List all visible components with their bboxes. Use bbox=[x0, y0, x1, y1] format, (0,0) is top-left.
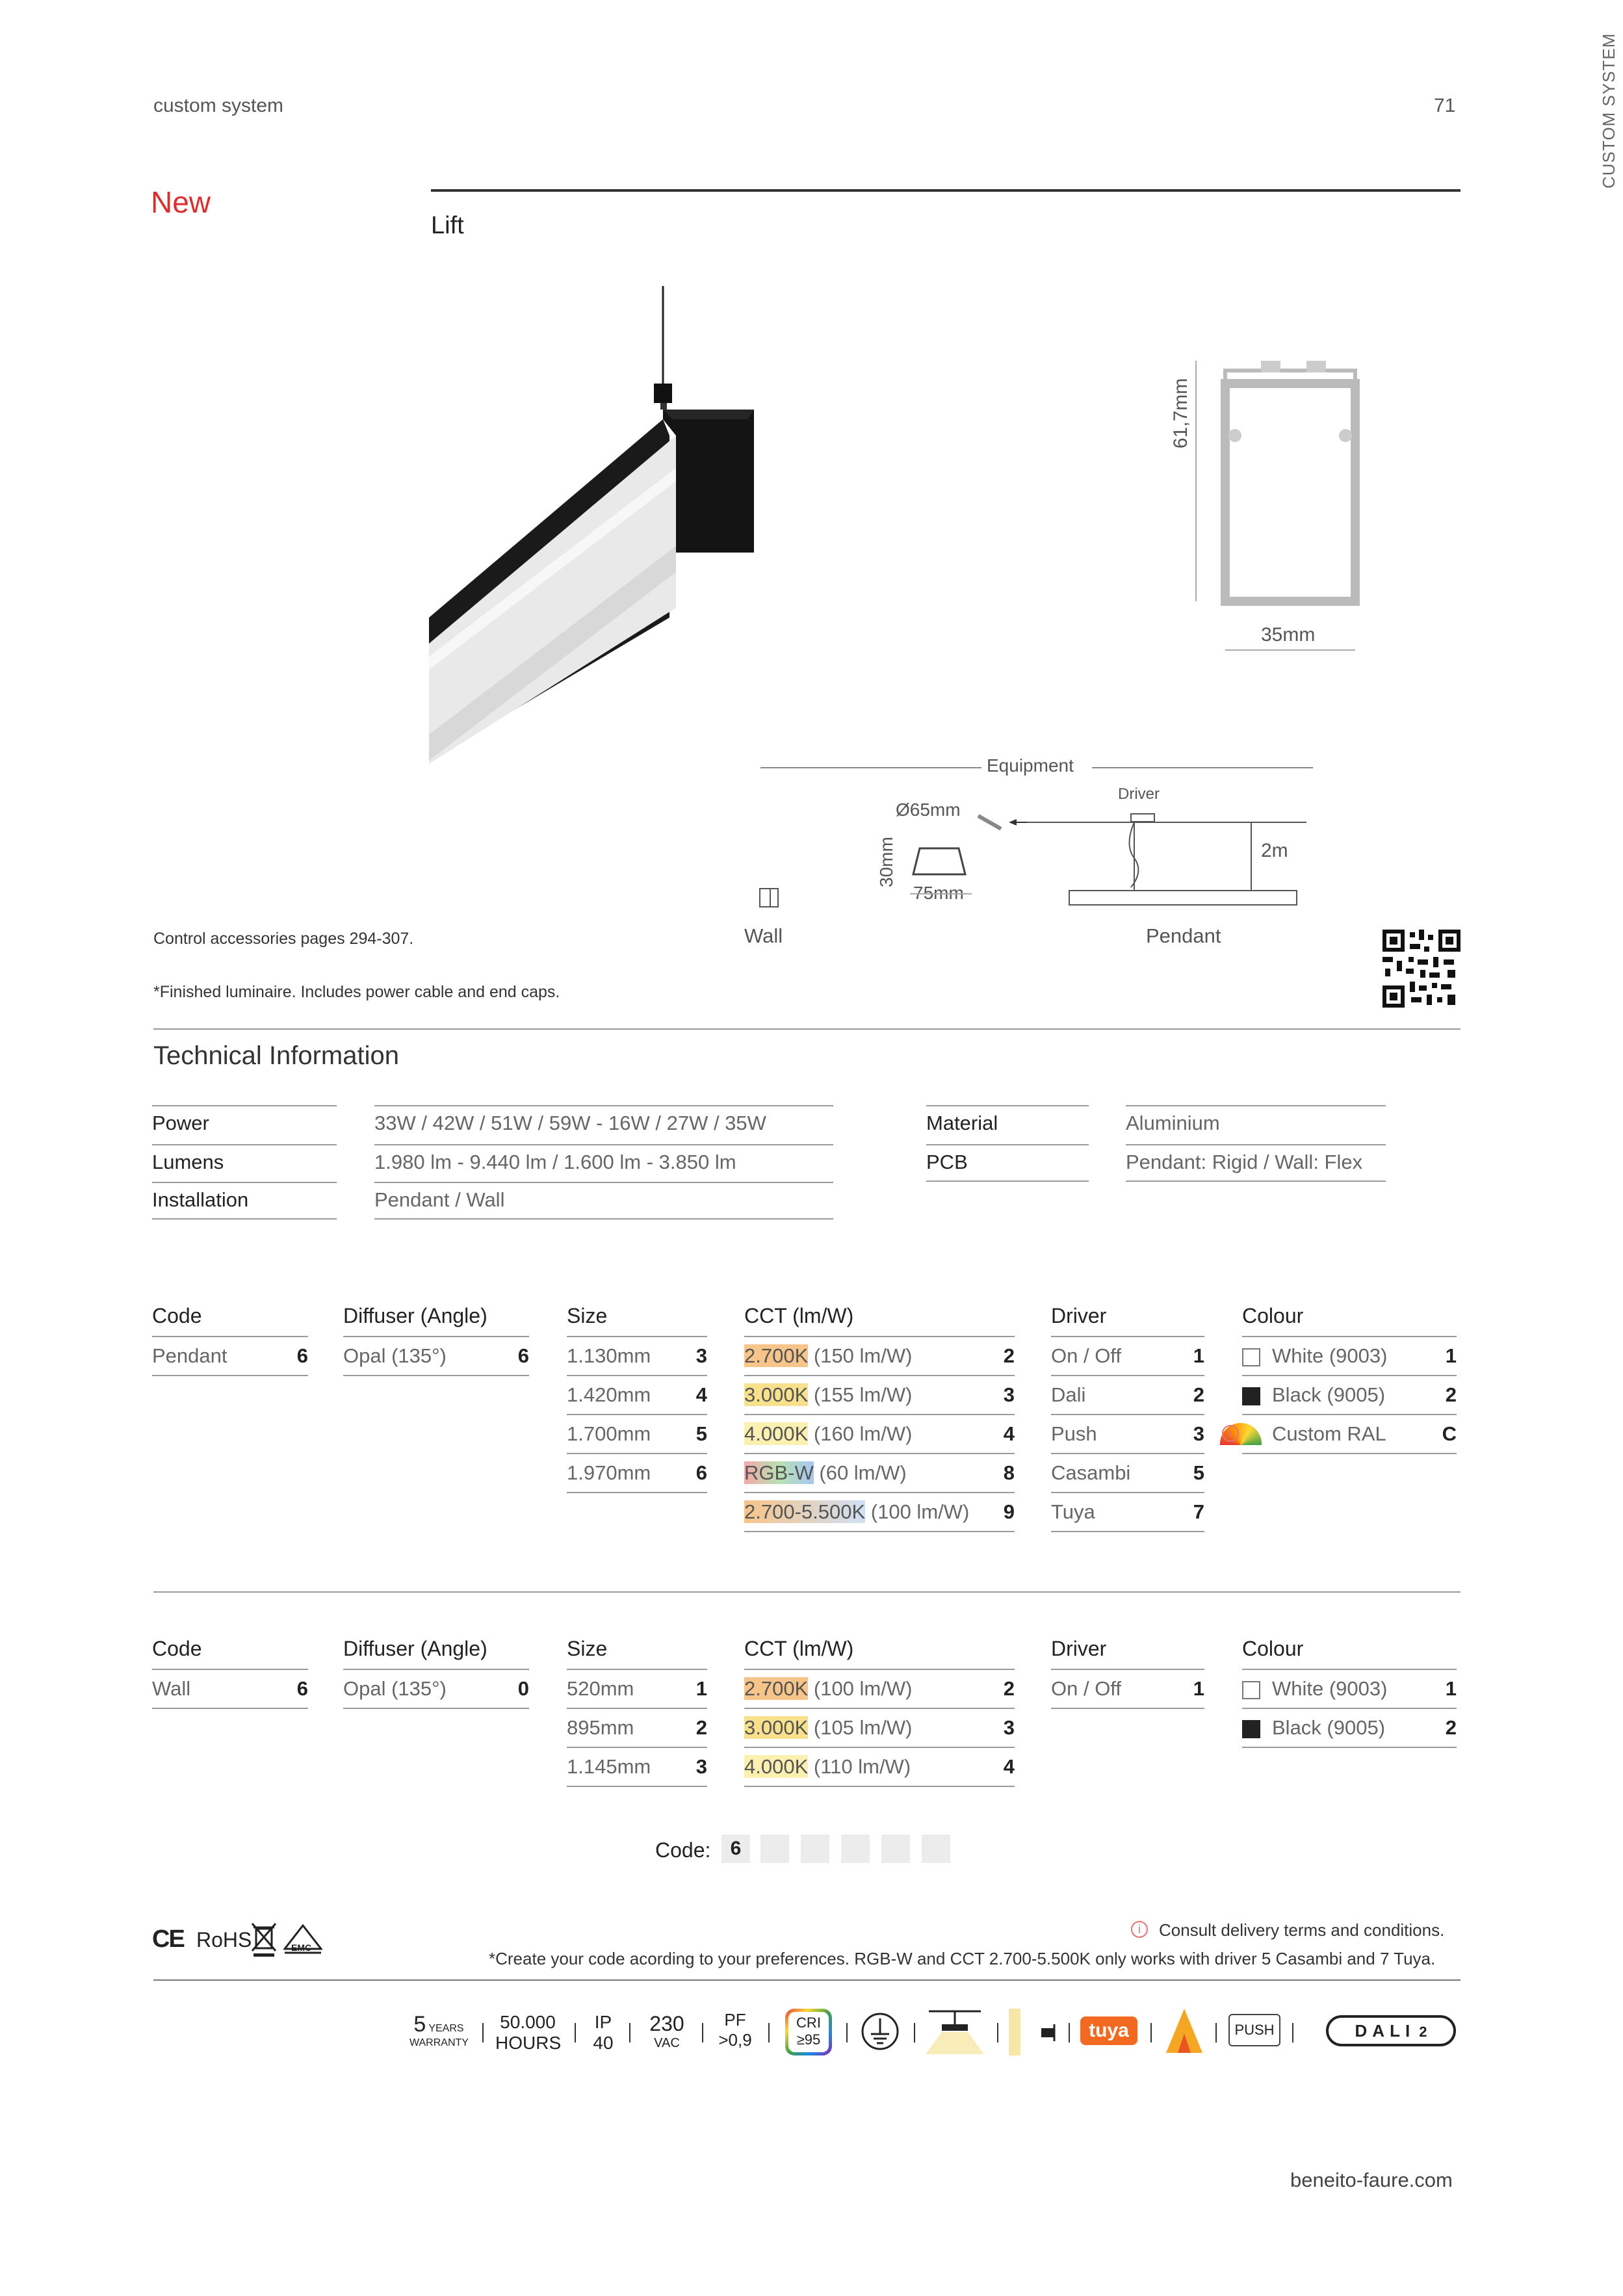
qr-code[interactable] bbox=[1383, 930, 1461, 1008]
technical-title: Technical Information bbox=[153, 1041, 399, 1070]
pendant-driver-option[interactable]: Casambi 5 bbox=[1051, 1454, 1204, 1493]
divider-wall bbox=[153, 1591, 1461, 1593]
profile-outline bbox=[1225, 384, 1355, 601]
cable-grip bbox=[654, 384, 672, 403]
emc-label: EMC bbox=[291, 1942, 312, 1953]
tech-label-installation: Installation bbox=[152, 1182, 337, 1220]
wall-header-cct: CCT (lm/W) bbox=[744, 1637, 854, 1660]
tech-label-material: Material bbox=[926, 1105, 1089, 1143]
junction-box bbox=[913, 848, 965, 874]
tech-label-power: Power bbox=[152, 1105, 337, 1143]
pendant-colour-option[interactable]: White (9003) 1 bbox=[1242, 1337, 1457, 1376]
wall-header-code: Code bbox=[152, 1637, 202, 1660]
casambi-logo bbox=[1165, 2007, 1204, 2054]
product-name: Lift bbox=[431, 212, 464, 239]
divider-technical bbox=[153, 1028, 1461, 1030]
pendant-driver-option[interactable]: Dali 2 bbox=[1051, 1376, 1204, 1415]
pendant-header-driver: Driver bbox=[1051, 1304, 1107, 1327]
new-badge: New bbox=[151, 185, 211, 219]
equipment-title: Equipment bbox=[987, 755, 1074, 776]
wall-cct-option[interactable]: 3.000K (105 lm/W) 3 bbox=[744, 1709, 1015, 1748]
driver-label: Driver bbox=[1118, 785, 1160, 803]
pendant-cct-option[interactable]: 2.700-5.500K (100 lm/W) 9 bbox=[744, 1493, 1015, 1532]
earth-ground-icon bbox=[861, 2012, 900, 2051]
pendant-lamp-icon bbox=[926, 2009, 984, 2054]
side-tab bbox=[1599, 33, 1618, 189]
width-dimension: 35mm bbox=[1261, 624, 1316, 646]
footer-rule bbox=[153, 1979, 1461, 1981]
black-swatch-icon bbox=[1242, 1387, 1260, 1405]
cable-length: 2m bbox=[1261, 840, 1288, 861]
code-slot-5[interactable] bbox=[881, 1834, 910, 1863]
code-slot-6[interactable] bbox=[922, 1834, 950, 1863]
weee-bin-icon bbox=[251, 1921, 277, 1957]
code-slot-3[interactable] bbox=[801, 1834, 829, 1863]
equipment-rule-right bbox=[1092, 767, 1313, 768]
pendant-header-code: Code bbox=[152, 1304, 202, 1327]
tech-value-power: 33W / 42W / 51W / 59W - 16W / 27W / 35W bbox=[374, 1105, 833, 1143]
website-link[interactable]: beneito-faure.com bbox=[1290, 2169, 1453, 2191]
pendant-cct-option[interactable]: 2.700K (150 lm/W) 2 bbox=[744, 1337, 1015, 1376]
white-swatch-icon bbox=[1242, 1348, 1260, 1366]
tech-value-lumens: 1.980 lm - 9.440 lm / 1.600 lm - 3.850 lm bbox=[374, 1144, 833, 1182]
tuya-logo: tuya bbox=[1080, 2016, 1137, 2045]
product-render bbox=[422, 286, 786, 767]
tech-value-material: Aluminium bbox=[1126, 1105, 1386, 1143]
info-icon[interactable]: i bbox=[1131, 1921, 1148, 1938]
wall-cct-option[interactable]: 2.700K (100 lm/W) 2 bbox=[744, 1670, 1015, 1709]
wall-code-option[interactable]: Wall 6 bbox=[152, 1670, 308, 1709]
wall-colour-option[interactable]: White (9003) 1 bbox=[1242, 1670, 1457, 1709]
code-slot-4[interactable] bbox=[841, 1834, 870, 1863]
pendant-cct-option[interactable]: 3.000K (155 lm/W) 3 bbox=[744, 1376, 1015, 1415]
wall-header-diffuser: Diffuser (Angle) bbox=[343, 1637, 487, 1660]
code-builder-label: Code: bbox=[655, 1838, 711, 1862]
ip-badge: IP 40 bbox=[593, 2012, 614, 2053]
pendant-header-size: Size bbox=[567, 1304, 608, 1327]
pendant-size-option[interactable]: 1.970mm 6 bbox=[567, 1454, 707, 1493]
page-number: 71 bbox=[1434, 95, 1456, 116]
black-swatch-icon bbox=[1242, 1720, 1260, 1738]
pendant-cct-option[interactable]: RGB-W (60 lm/W) 8 bbox=[744, 1454, 1015, 1493]
wall-colour-option[interactable]: Black (9005) 2 bbox=[1242, 1709, 1457, 1748]
rohs-mark: RoHS bbox=[196, 1928, 252, 1951]
end-cap bbox=[663, 410, 754, 553]
pendant-label: Pendant bbox=[1146, 924, 1221, 947]
code-slot-2[interactable] bbox=[760, 1834, 789, 1863]
pendant-size-option[interactable]: 1.700mm 5 bbox=[567, 1415, 707, 1454]
pendant-driver-option[interactable]: Tuya 7 bbox=[1051, 1493, 1204, 1532]
pendant-header-diffuser: Diffuser (Angle) bbox=[343, 1304, 487, 1327]
voltage-badge: 230 VAC bbox=[649, 2012, 684, 2050]
pendant-luminaire bbox=[1069, 891, 1297, 905]
pendant-size-option[interactable]: 1.130mm 3 bbox=[567, 1337, 707, 1376]
white-swatch-icon bbox=[1242, 1681, 1260, 1699]
side-tab-label: CUSTOM SYSTEM bbox=[1599, 33, 1618, 189]
wall-size-option[interactable]: 895mm 2 bbox=[567, 1709, 707, 1748]
pendant-driver-option[interactable]: Push 3 bbox=[1051, 1415, 1204, 1454]
pendant-colour-option[interactable]: Custom RAL C bbox=[1242, 1415, 1457, 1454]
tech-value-installation: Pendant / Wall bbox=[374, 1182, 833, 1220]
equipment-rule-left bbox=[760, 767, 981, 768]
wall-header-colour: Colour bbox=[1242, 1637, 1304, 1660]
wall-mount-icon bbox=[759, 888, 779, 907]
create-code-note: *Create your code acording to your preferences. RGB-W and CCT 2.700-5.500K only works with driver 5 Casambi and 7 Tuya. bbox=[489, 1949, 1436, 1968]
wall-size-option[interactable]: 520mm 1 bbox=[567, 1670, 707, 1709]
wall-header-size: Size bbox=[567, 1637, 608, 1660]
ce-mark: CE bbox=[152, 1925, 184, 1953]
wall-label: Wall bbox=[744, 924, 783, 947]
pendant-header-colour: Colour bbox=[1242, 1304, 1304, 1327]
cri-badge: CRI ≥95 bbox=[785, 2009, 832, 2055]
driver-box bbox=[1131, 814, 1154, 822]
hours-badge: 50.000 HOURS bbox=[495, 2012, 562, 2053]
info-icon[interactable]: i bbox=[1222, 1425, 1239, 1442]
title-rule bbox=[431, 189, 1461, 192]
push-badge: PUSH bbox=[1228, 2014, 1280, 2046]
tech-label-lumens: Lumens bbox=[152, 1144, 337, 1182]
profile-section-drawing bbox=[1163, 354, 1384, 660]
pendant-diffuser-option[interactable]: Opal (135°) 6 bbox=[343, 1337, 529, 1376]
recess-width: 75mm bbox=[913, 883, 964, 903]
tech-value-pcb: Pendant: Rigid / Wall: Flex bbox=[1126, 1144, 1386, 1182]
wall-size-option[interactable]: 1.145mm 3 bbox=[567, 1748, 707, 1787]
pendant-size-option[interactable]: 1.420mm 4 bbox=[567, 1376, 707, 1415]
height-dimension: 61,7mm bbox=[1170, 378, 1191, 449]
wall-light-icon bbox=[1009, 2009, 1061, 2055]
pendant-cct-option[interactable]: 4.000K (160 lm/W) 4 bbox=[744, 1415, 1015, 1454]
section-title: custom system bbox=[153, 95, 284, 116]
pendant-driver-option[interactable]: On / Off 1 bbox=[1051, 1337, 1204, 1376]
tech-label-pcb: PCB bbox=[926, 1144, 1089, 1182]
code-slot-1[interactable]: 6 bbox=[721, 1834, 750, 1863]
pf-badge: PF >0,9 bbox=[718, 2010, 752, 2050]
pendant-header-cct: CCT (lm/W) bbox=[744, 1304, 854, 1327]
finished-note: *Finished luminaire. Includes power cable and end caps. bbox=[153, 983, 560, 1001]
arrow-head bbox=[1009, 819, 1017, 826]
dali-logo: DALI 2 bbox=[1326, 2015, 1456, 2046]
wall-driver-option[interactable]: On / Off 1 bbox=[1051, 1670, 1204, 1709]
wall-header-driver: Driver bbox=[1051, 1637, 1107, 1660]
control-accessories-note: Control accessories pages 294-307. bbox=[153, 930, 414, 948]
pendant-colour-option[interactable]: Black (9005) 2 bbox=[1242, 1376, 1457, 1415]
wall-cct-option[interactable]: 4.000K (110 lm/W) 4 bbox=[744, 1748, 1015, 1787]
consult-note: Consult delivery terms and conditions. bbox=[1159, 1920, 1445, 1940]
recess-height: 30mm bbox=[876, 837, 896, 887]
warranty-badge: 5 YEARS WARRANTY bbox=[409, 2012, 469, 2048]
recess-diameter: Ø65mm bbox=[896, 800, 961, 820]
wall-diffuser-option[interactable]: Opal (135°) 0 bbox=[343, 1670, 529, 1709]
pendant-code-option[interactable]: Pendant 6 bbox=[152, 1337, 308, 1376]
